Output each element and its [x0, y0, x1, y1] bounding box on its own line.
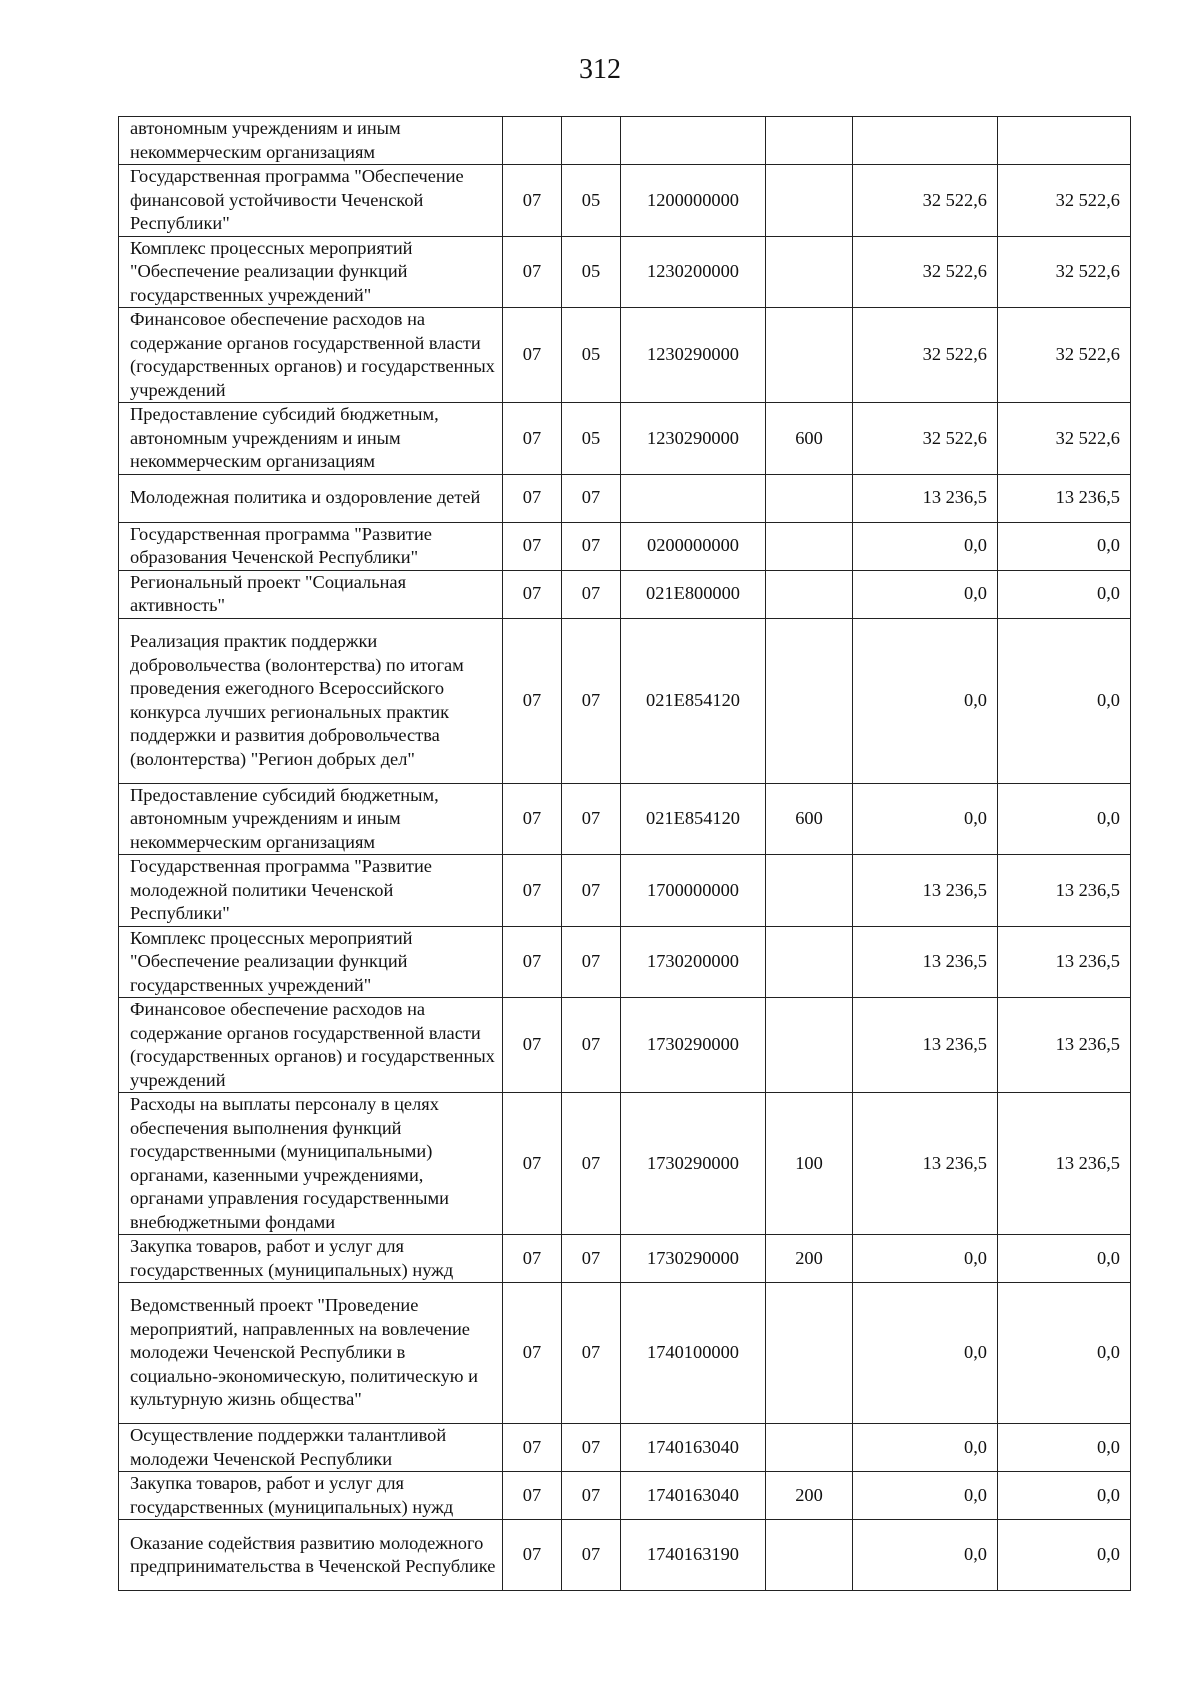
cell-target-article: 1730290000	[621, 998, 766, 1093]
cell-name: Реализация практик поддержки добровольчества (волонтерства) по итогам проведения ежегодного Всероссийского конкурса лучших региональных практик поддержки и развития добровольчества (волонтерства) "Регион добрых дел"	[119, 618, 503, 783]
cell-amount-2: 32 522,6	[998, 236, 1131, 308]
cell-expense-type: 100	[766, 1093, 853, 1235]
cell-amount-2: 0,0	[998, 1520, 1131, 1591]
cell-target-article: 021E854120	[621, 783, 766, 855]
cell-subsection: 07	[562, 474, 621, 522]
cell-amount-1: 13 236,5	[853, 855, 998, 927]
cell-expense-type	[766, 855, 853, 927]
cell-amount-1: 0,0	[853, 522, 998, 570]
cell-amount-1: 0,0	[853, 1235, 998, 1283]
cell-section: 07	[503, 236, 562, 308]
cell-section: 07	[503, 570, 562, 618]
table-row	[119, 1424, 1131, 1472]
cell-subsection: 07	[562, 1472, 621, 1520]
cell-subsection: 07	[562, 1520, 621, 1591]
cell-subsection: 07	[562, 618, 621, 783]
cell-expense-type	[766, 522, 853, 570]
cell-name: автономным учреждениям и иным некоммерческим организациям	[119, 117, 503, 165]
cell-name: Предоставление субсидий бюджетным, автономным учреждениям и иным некоммерческим организациям	[119, 403, 503, 475]
table-row	[119, 308, 1131, 403]
cell-name: Закупка товаров, работ и услуг для государственных (муниципальных) нужд	[119, 1235, 503, 1283]
cell-expense-type	[766, 474, 853, 522]
cell-section	[503, 117, 562, 165]
cell-amount-1	[853, 117, 998, 165]
table-body	[119, 117, 1131, 1591]
cell-amount-2: 32 522,6	[998, 308, 1131, 403]
cell-section: 07	[503, 926, 562, 998]
cell-section: 07	[503, 522, 562, 570]
cell-section: 07	[503, 783, 562, 855]
cell-name: Предоставление субсидий бюджетным, автономным учреждениям и иным некоммерческим организациям	[119, 783, 503, 855]
cell-section: 07	[503, 1235, 562, 1283]
table-row	[119, 117, 1131, 165]
cell-expense-type	[766, 618, 853, 783]
cell-amount-1: 13 236,5	[853, 474, 998, 522]
cell-amount-1: 0,0	[853, 1283, 998, 1424]
table-row	[119, 1520, 1131, 1591]
cell-amount-1: 0,0	[853, 1424, 998, 1472]
cell-section: 07	[503, 403, 562, 475]
cell-name: Ведомственный проект "Проведение мероприятий, направленных на вовлечение молодежи Чеченской Республики в социально-экономическую, политическую и культурную жизнь общества"	[119, 1283, 503, 1424]
table-row	[119, 855, 1131, 927]
cell-amount-1: 32 522,6	[853, 403, 998, 475]
cell-amount-1: 0,0	[853, 570, 998, 618]
table-row	[119, 618, 1131, 783]
cell-target-article	[621, 117, 766, 165]
table-row	[119, 1093, 1131, 1235]
cell-amount-2: 0,0	[998, 1235, 1131, 1283]
cell-amount-1: 0,0	[853, 618, 998, 783]
cell-expense-type	[766, 1424, 853, 1472]
cell-name: Государственная программа "Развитие образования Чеченской Республики"	[119, 522, 503, 570]
cell-amount-2: 13 236,5	[998, 998, 1131, 1093]
cell-subsection: 07	[562, 1283, 621, 1424]
cell-amount-2: 0,0	[998, 783, 1131, 855]
cell-section: 07	[503, 855, 562, 927]
cell-target-article: 1730200000	[621, 926, 766, 998]
cell-target-article: 021E800000	[621, 570, 766, 618]
cell-name: Комплекс процессных мероприятий "Обеспечение реализации функций государственных учреждений"	[119, 926, 503, 998]
cell-name: Осуществление поддержки талантливой молодежи Чеченской Республики	[119, 1424, 503, 1472]
cell-expense-type	[766, 117, 853, 165]
cell-expense-type	[766, 236, 853, 308]
table-row	[119, 783, 1131, 855]
cell-name: Финансовое обеспечение расходов на содержание органов государственной власти (государственных органов) и государственных учреждений	[119, 308, 503, 403]
cell-name: Закупка товаров, работ и услуг для государственных (муниципальных) нужд	[119, 1472, 503, 1520]
cell-amount-2: 32 522,6	[998, 165, 1131, 237]
cell-subsection: 07	[562, 1424, 621, 1472]
cell-target-article: 1230290000	[621, 403, 766, 475]
cell-amount-2: 13 236,5	[998, 855, 1131, 927]
cell-target-article: 1230200000	[621, 236, 766, 308]
cell-subsection	[562, 117, 621, 165]
cell-subsection: 05	[562, 403, 621, 475]
cell-target-article: 1730290000	[621, 1093, 766, 1235]
cell-subsection: 07	[562, 570, 621, 618]
cell-amount-1: 0,0	[853, 783, 998, 855]
cell-amount-2: 0,0	[998, 1472, 1131, 1520]
cell-target-article: 1730290000	[621, 1235, 766, 1283]
budget-table	[118, 116, 1131, 1591]
cell-amount-2: 0,0	[998, 570, 1131, 618]
cell-amount-1: 0,0	[853, 1472, 998, 1520]
cell-subsection: 07	[562, 926, 621, 998]
page-number: 312	[579, 54, 621, 85]
cell-expense-type	[766, 570, 853, 618]
table-row	[119, 236, 1131, 308]
table-row	[119, 522, 1131, 570]
table-row	[119, 1235, 1131, 1283]
cell-amount-2: 32 522,6	[998, 403, 1131, 475]
cell-amount-2: 0,0	[998, 522, 1131, 570]
table-row	[119, 474, 1131, 522]
table-row	[119, 165, 1131, 237]
cell-target-article	[621, 474, 766, 522]
cell-expense-type: 200	[766, 1235, 853, 1283]
cell-section: 07	[503, 1424, 562, 1472]
cell-expense-type	[766, 926, 853, 998]
cell-expense-type	[766, 165, 853, 237]
cell-name: Финансовое обеспечение расходов на содержание органов государственной власти (государственных органов) и государственных учреждений	[119, 998, 503, 1093]
cell-amount-1: 13 236,5	[853, 926, 998, 998]
cell-expense-type: 600	[766, 783, 853, 855]
cell-subsection: 07	[562, 855, 621, 927]
cell-target-article: 1740163040	[621, 1472, 766, 1520]
cell-amount-2: 13 236,5	[998, 926, 1131, 998]
cell-target-article: 1740163040	[621, 1424, 766, 1472]
table-row	[119, 1472, 1131, 1520]
cell-amount-1: 0,0	[853, 1520, 998, 1591]
cell-expense-type	[766, 308, 853, 403]
cell-target-article: 1700000000	[621, 855, 766, 927]
cell-section: 07	[503, 1472, 562, 1520]
table-row	[119, 570, 1131, 618]
cell-section: 07	[503, 618, 562, 783]
cell-amount-1: 13 236,5	[853, 998, 998, 1093]
cell-expense-type	[766, 998, 853, 1093]
cell-expense-type	[766, 1283, 853, 1424]
cell-name: Комплекс процессных мероприятий "Обеспечение реализации функций государственных учреждений"	[119, 236, 503, 308]
cell-subsection: 07	[562, 783, 621, 855]
cell-subsection: 05	[562, 236, 621, 308]
cell-expense-type: 600	[766, 403, 853, 475]
cell-target-article: 021E854120	[621, 618, 766, 783]
cell-subsection: 07	[562, 522, 621, 570]
cell-name: Оказание содействия развитию молодежного предпринимательства в Чеченской Республике	[119, 1520, 503, 1591]
cell-subsection: 05	[562, 308, 621, 403]
cell-amount-1: 13 236,5	[853, 1093, 998, 1235]
cell-name: Молодежная политика и оздоровление детей	[119, 474, 503, 522]
table-row	[119, 403, 1131, 475]
cell-subsection: 07	[562, 1093, 621, 1235]
cell-amount-2: 0,0	[998, 1424, 1131, 1472]
cell-target-article: 1200000000	[621, 165, 766, 237]
cell-section: 07	[503, 998, 562, 1093]
cell-expense-type	[766, 1520, 853, 1591]
cell-target-article: 1740163190	[621, 1520, 766, 1591]
cell-section: 07	[503, 308, 562, 403]
cell-section: 07	[503, 1283, 562, 1424]
cell-name: Региональный проект "Социальная активность"	[119, 570, 503, 618]
table-row	[119, 998, 1131, 1093]
cell-subsection: 07	[562, 998, 621, 1093]
cell-amount-2: 13 236,5	[998, 1093, 1131, 1235]
cell-subsection: 05	[562, 165, 621, 237]
cell-name: Государственная программа "Обеспечение финансовой устойчивости Чеченской Республики"	[119, 165, 503, 237]
cell-amount-1: 32 522,6	[853, 165, 998, 237]
table-row	[119, 1283, 1131, 1424]
cell-amount-2	[998, 117, 1131, 165]
cell-section: 07	[503, 165, 562, 237]
cell-amount-2: 13 236,5	[998, 474, 1131, 522]
cell-section: 07	[503, 474, 562, 522]
cell-subsection: 07	[562, 1235, 621, 1283]
cell-amount-1: 32 522,6	[853, 236, 998, 308]
cell-target-article: 0200000000	[621, 522, 766, 570]
cell-target-article: 1740100000	[621, 1283, 766, 1424]
cell-amount-2: 0,0	[998, 1283, 1131, 1424]
table-row	[119, 926, 1131, 998]
cell-expense-type: 200	[766, 1472, 853, 1520]
cell-name: Государственная программа "Развитие молодежной политики Чеченской Республики"	[119, 855, 503, 927]
cell-target-article: 1230290000	[621, 308, 766, 403]
cell-amount-1: 32 522,6	[853, 308, 998, 403]
cell-amount-2: 0,0	[998, 618, 1131, 783]
cell-section: 07	[503, 1520, 562, 1591]
cell-name: Расходы на выплаты персоналу в целях обеспечения выполнения функций государственными (муниципальными) органами, казенными учреждениями, органами управления государственными внебюджетными фондами	[119, 1093, 503, 1235]
cell-section: 07	[503, 1093, 562, 1235]
